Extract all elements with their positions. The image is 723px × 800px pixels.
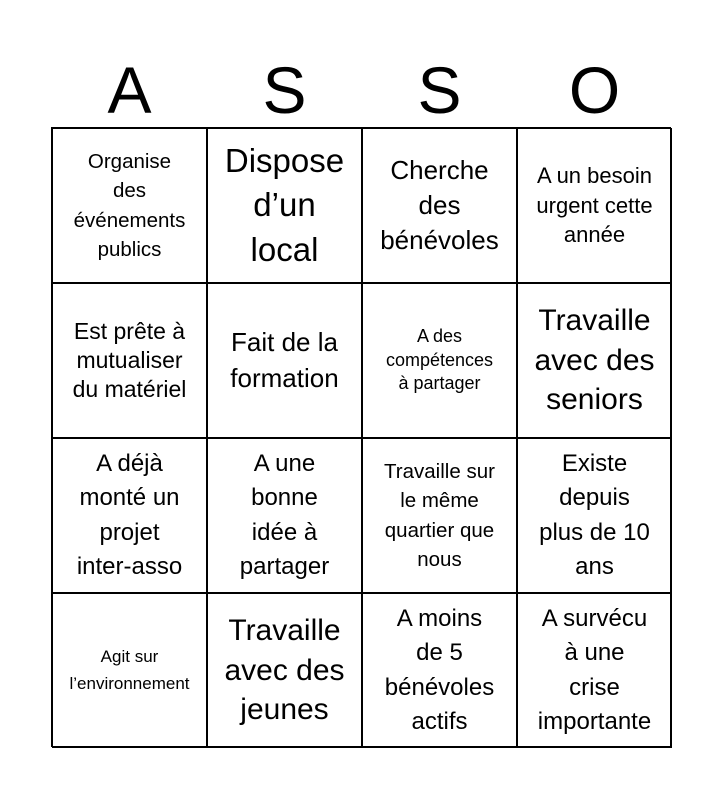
cell-text: Travaille avec des jeunes: [224, 613, 345, 727]
bingo-cell[interactable]: [207, 283, 362, 438]
cell-text: A des compétences à partager: [385, 326, 494, 394]
cell-text: A survécu à une crise importante: [537, 605, 652, 735]
header-letter-s1: S: [262, 53, 307, 127]
cell-text: A un besoin urgent cette année: [536, 162, 653, 248]
bingo-cell[interactable]: [362, 593, 517, 748]
bingo-cell[interactable]: [362, 283, 517, 438]
cell-text: A une bonne idée à partager: [239, 450, 330, 580]
cell-text: Existe depuis plus de 10 ans: [539, 450, 650, 580]
bingo-grid: [51, 127, 671, 747]
cell-text: Organise des événements publics: [73, 150, 186, 261]
bingo-cell[interactable]: [362, 438, 517, 593]
cell-text: Fait de la formation: [230, 327, 339, 393]
cell-text: A déjà monté un projet inter-asso: [76, 450, 183, 580]
cell-text: Dispose d’un local: [224, 141, 345, 268]
bingo-cell[interactable]: [517, 438, 672, 593]
header-letter-s2: S: [417, 53, 462, 127]
cell-text: Travaille sur le même quartier que nous: [384, 460, 495, 571]
bingo-cell[interactable]: [517, 593, 672, 748]
bingo-cell[interactable]: [362, 128, 517, 283]
bingo-cell[interactable]: [52, 438, 207, 593]
bingo-cell[interactable]: [52, 283, 207, 438]
cell-text: Est prête à mutualiser du matériel: [72, 317, 187, 403]
cell-text: Cherche des bénévoles: [380, 154, 499, 256]
header-letter-o: O: [568, 53, 621, 127]
cell-text: A moins de 5 bénévoles actifs: [384, 605, 495, 735]
bingo-cell[interactable]: [52, 128, 207, 283]
bingo-cell[interactable]: [207, 438, 362, 593]
header-letter-a: A: [107, 53, 152, 127]
bingo-cell[interactable]: [517, 128, 672, 283]
bingo-cell[interactable]: [207, 593, 362, 748]
bingo-cell[interactable]: [517, 283, 672, 438]
bingo-header: [52, 52, 672, 128]
cell-text: Travaille avec des seniors: [534, 303, 655, 417]
bingo-cell[interactable]: [207, 128, 362, 283]
bingo-cell[interactable]: [52, 593, 207, 748]
cell-text: Agit sur l’environnement: [69, 647, 190, 693]
